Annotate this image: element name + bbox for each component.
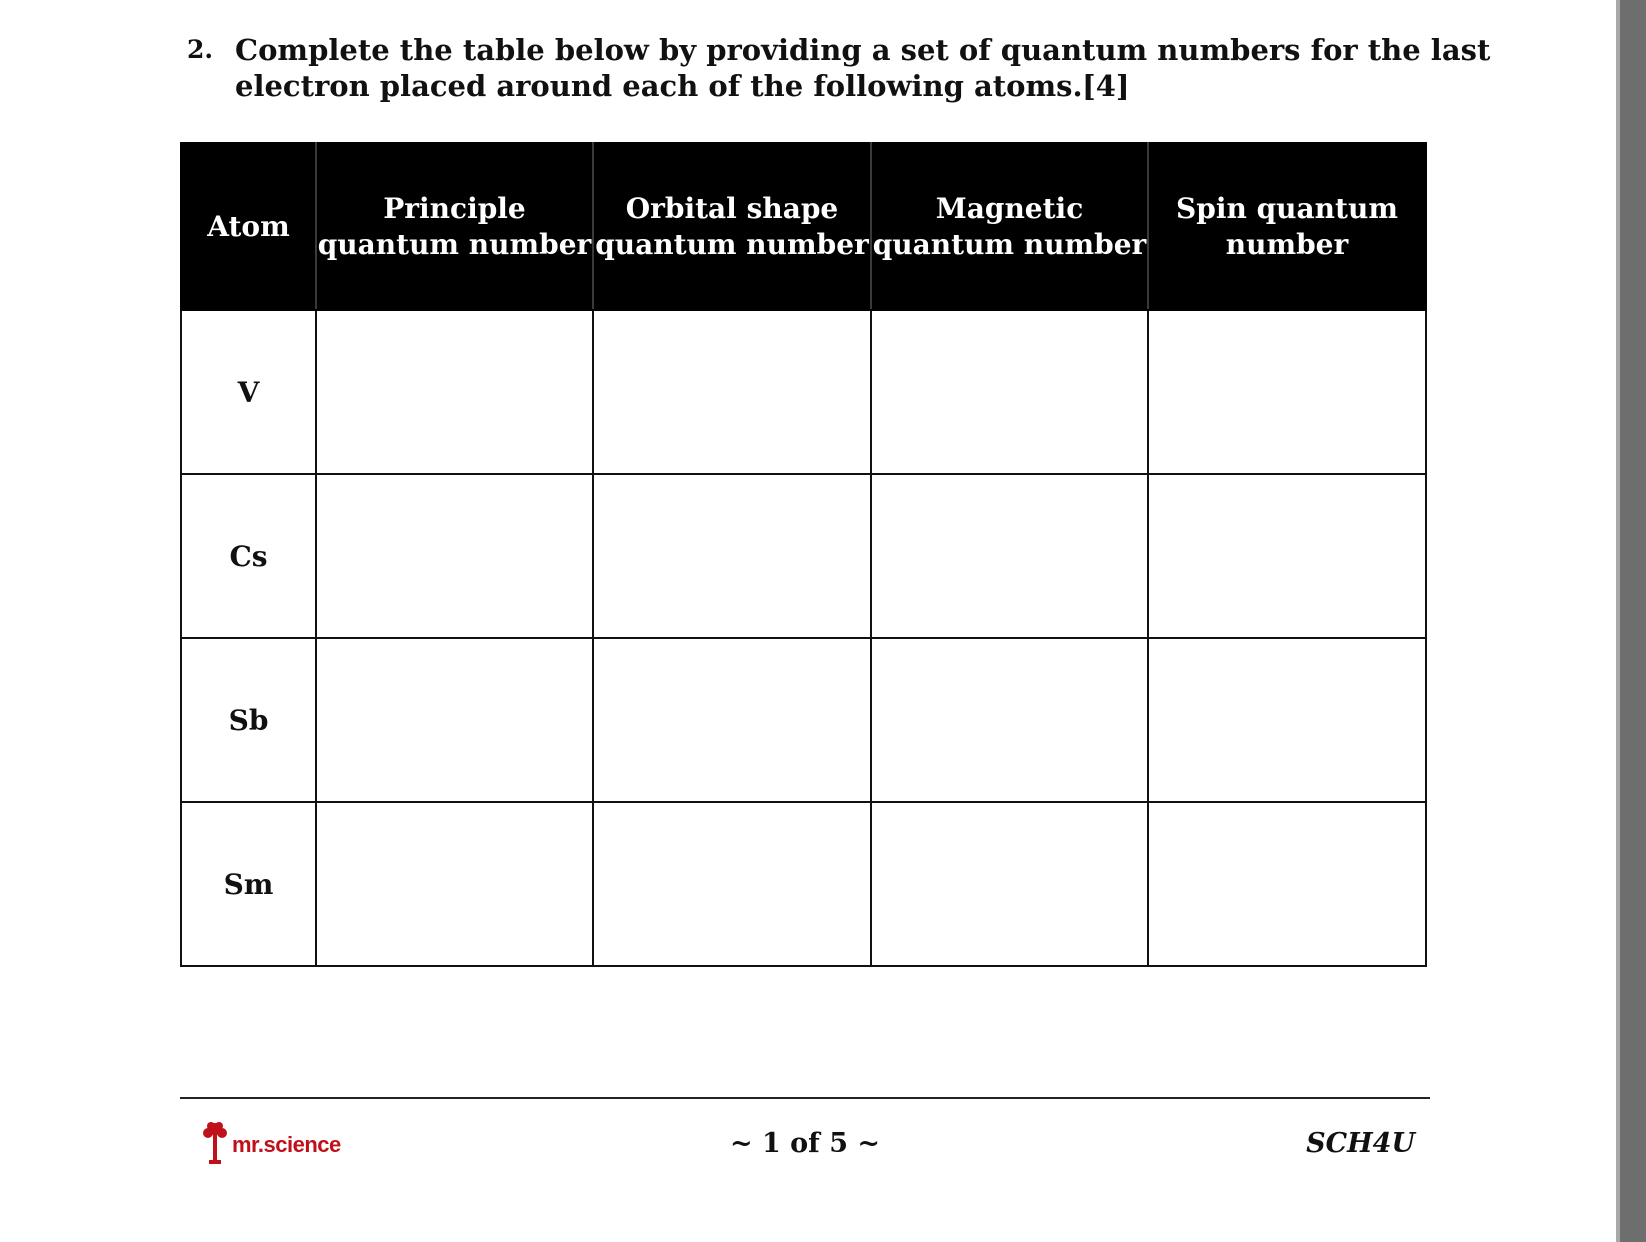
orbital-shape-answer-cell[interactable] bbox=[593, 310, 871, 474]
table-row bbox=[181, 310, 1426, 474]
atom-cell: Sm bbox=[181, 802, 316, 966]
magnetic-answer-cell[interactable] bbox=[871, 474, 1148, 638]
header-atom: Atom bbox=[181, 143, 316, 310]
question-marks: [4] bbox=[1082, 69, 1130, 103]
header-spin-quantum-number: Spin quantum number bbox=[1148, 143, 1426, 310]
magnetic-answer-cell[interactable] bbox=[871, 802, 1148, 966]
question-text-line-2: electron placed around each of the following atoms. bbox=[235, 69, 1083, 103]
table-header-row bbox=[181, 143, 1426, 310]
quantum-numbers-table bbox=[180, 142, 1427, 967]
table-row bbox=[181, 474, 1426, 638]
page-number: ~ 1 of 5 ~ bbox=[729, 1128, 881, 1159]
atom-cell: Sb bbox=[181, 638, 316, 802]
logo-text: mr.science bbox=[232, 1132, 341, 1157]
viewer-gutter bbox=[1620, 0, 1646, 1242]
spin-answer-cell[interactable] bbox=[1148, 474, 1426, 638]
spin-answer-cell[interactable] bbox=[1148, 802, 1426, 966]
course-code: SCH4U bbox=[1306, 1128, 1415, 1159]
footer-divider bbox=[180, 1097, 1430, 1099]
principle-answer-cell[interactable] bbox=[316, 802, 593, 966]
atom-cell: V bbox=[181, 310, 316, 474]
atom-cell: Cs bbox=[181, 474, 316, 638]
table-row bbox=[181, 638, 1426, 802]
orbital-shape-answer-cell[interactable] bbox=[593, 638, 871, 802]
magnetic-answer-cell[interactable] bbox=[871, 310, 1148, 474]
question-number: 2. bbox=[187, 35, 214, 64]
header-magnetic-quantum-number: Magnetic quantum number bbox=[871, 143, 1148, 310]
header-principle-quantum-number: Principle quantum number bbox=[316, 143, 593, 310]
orbital-shape-answer-cell[interactable] bbox=[593, 802, 871, 966]
principle-answer-cell[interactable] bbox=[316, 638, 593, 802]
principle-answer-cell[interactable] bbox=[316, 310, 593, 474]
spin-answer-cell[interactable] bbox=[1148, 638, 1426, 802]
header-orbital-shape-quantum-number: Orbital shape quantum number bbox=[593, 143, 871, 310]
spin-answer-cell[interactable] bbox=[1148, 310, 1426, 474]
question-text-line-1: Complete the table below by providing a set of quantum numbers for the last bbox=[235, 33, 1491, 67]
table-row bbox=[181, 802, 1426, 966]
footer-logo bbox=[200, 1118, 370, 1168]
orbital-shape-answer-cell[interactable] bbox=[593, 474, 871, 638]
principle-answer-cell[interactable] bbox=[316, 474, 593, 638]
tree-icon bbox=[200, 1120, 230, 1168]
magnetic-answer-cell[interactable] bbox=[871, 638, 1148, 802]
